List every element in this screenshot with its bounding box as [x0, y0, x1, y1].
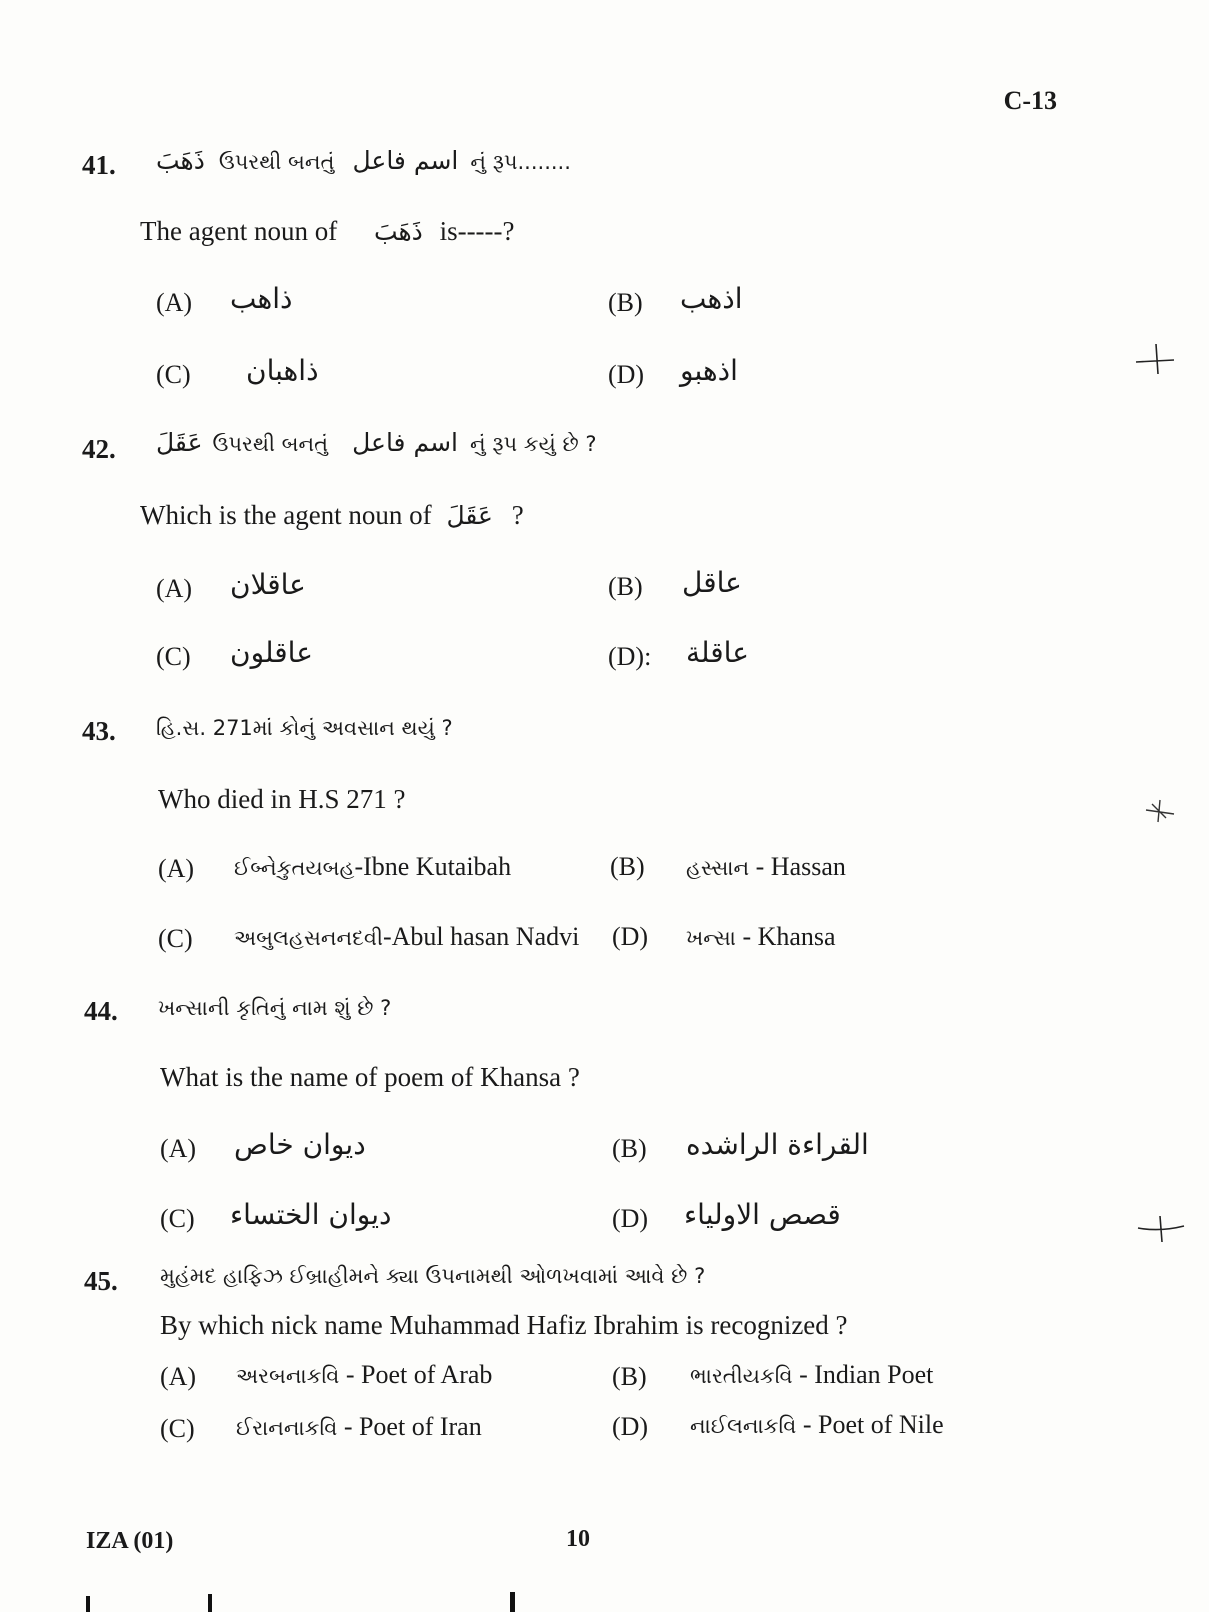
question-41-option-a-text: ذاهب	[230, 282, 293, 315]
question-41-gujarati-mid: ઉપરથી બનતું	[218, 150, 335, 174]
question-42-english	[140, 500, 524, 531]
question-41-option-d-label: (D)	[608, 360, 645, 389]
question-43-option-d-english: - Khansa	[735, 922, 836, 951]
question-41-number: 41.	[82, 150, 116, 180]
question-42-option-d-text: عاقلة	[686, 636, 749, 669]
scan-mark	[208, 1594, 212, 1612]
scan-mark	[86, 1596, 90, 1612]
footer-paper-code: IZA (01)	[86, 1528, 174, 1554]
question-41-arabic-word: ذَهَبَ	[156, 146, 205, 175]
question-45-option-c-gujarati: ઈરાનનાકવિ	[236, 1416, 338, 1440]
question-42-number: 42.	[82, 434, 116, 464]
question-42-option-b-text: عاقل	[682, 566, 742, 599]
question-45-number: 45.	[84, 1266, 118, 1296]
question-43-option-b-label: (B)	[610, 852, 645, 881]
question-42-term: اسم فاعل	[352, 428, 458, 457]
question-45-option-c-english: - Poet of Iran	[337, 1412, 482, 1441]
question-45-option-a-text	[236, 1360, 492, 1390]
question-41-option-c-label: (C)	[156, 360, 191, 389]
question-43-gujarati: હિ.સ. 271માં કોનું અવસાન થયું ?	[156, 716, 453, 740]
question-44-option-c-text: ديوان الختساء	[230, 1198, 392, 1231]
paper-code: C-13	[1003, 86, 1057, 115]
question-44-option-b-text: القراءة الراشده	[686, 1128, 869, 1161]
pen-mark-icon	[1136, 1214, 1186, 1244]
question-41-option-d-text: اذهبو	[680, 354, 738, 387]
question-44-option-a-label: (A)	[160, 1134, 197, 1163]
question-44-english: What is the name of poem of Khansa ?	[160, 1062, 580, 1092]
scan-mark	[510, 1592, 515, 1612]
question-43-option-a-text	[234, 852, 511, 882]
question-42-gujarati-end: નું રૂપ કયું છે ?	[470, 432, 597, 456]
question-42-english-pre: Which is the agent noun of	[140, 500, 432, 530]
question-41-gujarati-end: નું રૂપ........	[470, 150, 571, 174]
question-43-english: Who died in H.S 271 ?	[158, 784, 406, 814]
question-43-option-c-gujarati: અબુલહસનનદવી	[234, 926, 383, 950]
question-42-gujarati-mid: ઉપરથી બનતું	[212, 432, 329, 456]
question-43-option-b-gujarati: હસ્સાન	[686, 856, 750, 880]
question-44-option-d-label: (D)	[612, 1204, 649, 1233]
question-42-option-a-text: عاقلان	[230, 568, 306, 601]
question-43-option-c-english: -Abul hasan Nadvi	[382, 922, 580, 951]
question-42-english-word: عَقَلَ	[446, 501, 493, 530]
question-43-option-c-label: (C)	[158, 924, 193, 953]
question-42-option-c-text: عاقلون	[230, 636, 313, 669]
question-45-option-a-label: (A)	[160, 1362, 197, 1391]
question-43-option-a-label: (A)	[158, 854, 195, 883]
question-41-english-pre: The agent noun of	[140, 216, 338, 246]
footer-page-number: 10	[566, 1526, 590, 1552]
question-44-gujarati: ખન્સાની કૃતિનું નામ શું છે ?	[158, 996, 392, 1020]
question-42-option-c-label: (C)	[156, 642, 191, 671]
pen-mark-icon	[1142, 796, 1178, 826]
question-45-option-b-english: - Indian Poet	[792, 1360, 934, 1389]
question-44-option-d-text: قصص الاولياء	[684, 1198, 841, 1231]
question-45-option-d-text	[690, 1410, 944, 1440]
question-43-option-d-label: (D)	[612, 922, 649, 951]
question-41-english-post: is-----?	[439, 216, 515, 246]
question-42-english-post: ?	[511, 500, 524, 530]
question-45-option-c-text	[236, 1412, 482, 1442]
question-41-option-c-text: ذاهبان	[246, 354, 319, 387]
question-45-option-c-label: (C)	[160, 1414, 195, 1443]
question-43-option-b-english: - Hassan	[749, 852, 846, 881]
question-41-option-b-label: (B)	[608, 288, 643, 317]
question-44-option-b-label: (B)	[612, 1134, 647, 1163]
question-44-number: 44.	[84, 996, 118, 1026]
question-45-option-b-label: (B)	[612, 1362, 647, 1391]
question-45-option-b-text	[690, 1360, 933, 1390]
question-42-gujarati	[156, 428, 597, 457]
question-43-option-a-english: -Ibne Kutaibah	[354, 852, 512, 881]
question-42-arabic-word: عَقَلَ	[156, 428, 203, 457]
question-42-option-d-label: (D):	[608, 642, 652, 671]
question-43-number: 43.	[82, 716, 116, 746]
question-44-option-c-label: (C)	[160, 1204, 195, 1233]
pen-mark-icon	[1134, 340, 1180, 376]
question-41-english	[140, 216, 515, 247]
question-44-option-a-text: ديوان خاص	[234, 1128, 366, 1161]
question-41-gujarati	[156, 146, 571, 175]
question-45-gujarati: મુહંમદ હાફિઝ ઈબ્રાહીમને ક્યા ઉપનામથી ઓળખવામાં આવે છે ?	[160, 1264, 706, 1288]
question-42-option-b-label: (B)	[608, 572, 643, 601]
question-41-term: اسم فاعل	[352, 146, 459, 175]
question-45-option-d-gujarati: નાઈલનાકવિ	[690, 1414, 797, 1438]
question-45-option-b-gujarati: ભારતીયકવિ	[690, 1364, 793, 1388]
question-43-option-c-text	[234, 922, 579, 952]
question-41-option-b-text: اذهب	[680, 282, 743, 315]
question-43-option-a-gujarati: ઈબ્નેકુતયબહ	[234, 856, 355, 880]
question-45-option-a-english: - Poet of Arab	[339, 1360, 493, 1389]
question-41-option-a-label: (A)	[156, 288, 193, 317]
question-42-option-a-label: (A)	[156, 574, 193, 603]
question-45-option-d-label: (D)	[612, 1412, 649, 1441]
question-43-option-d-gujarati: ખન્સા	[686, 926, 736, 950]
question-43-option-d-text	[686, 922, 836, 952]
question-45-option-a-gujarati: અરબનાકવિ	[236, 1364, 340, 1388]
question-43-option-b-text	[686, 852, 846, 882]
question-45-english: By which nick name Muhammad Hafiz Ibrahim is recognized ?	[160, 1310, 848, 1340]
question-45-option-d-english: - Poet of Nile	[796, 1410, 944, 1439]
question-41-english-word: ذَهَبَ	[373, 217, 423, 246]
